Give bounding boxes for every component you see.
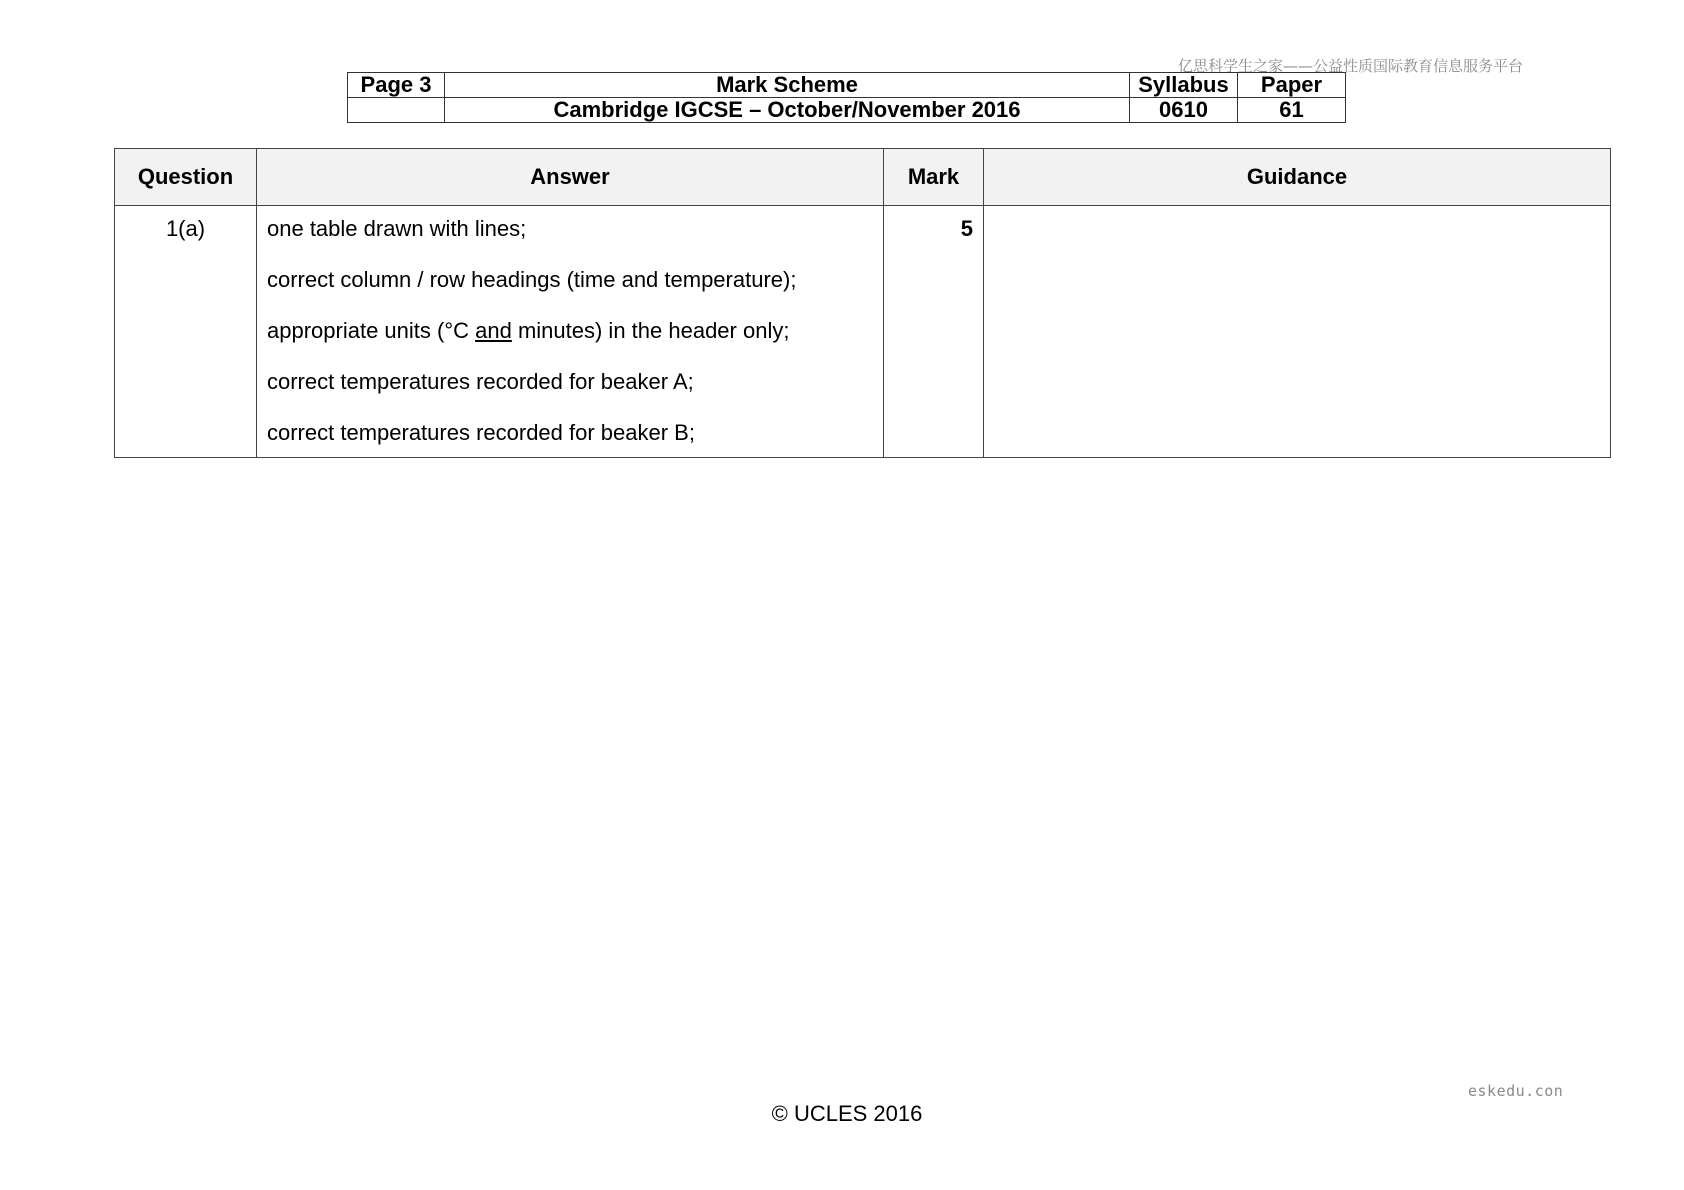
- mark-scheme-table: [114, 148, 1611, 458]
- paper-label: Paper: [1238, 73, 1346, 98]
- answer-point: one table drawn with lines;: [267, 216, 527, 241]
- page-header-table: [347, 72, 1346, 123]
- answer-emphasis: and: [475, 318, 512, 343]
- answer-text: minutes) in the header only;: [511, 318, 790, 343]
- table-row: [115, 206, 1611, 458]
- syllabus-label: Syllabus: [1130, 73, 1238, 98]
- exam-name: Cambridge IGCSE – October/November 2016: [445, 98, 1130, 123]
- column-header-question: Question: [115, 149, 257, 206]
- page-number-blank: [348, 98, 445, 123]
- column-header-answer: Answer: [257, 149, 884, 206]
- answer-cell: [257, 206, 884, 458]
- mark-value: 5: [884, 206, 984, 458]
- answer-point: correct temperatures recorded for beaker B;: [267, 420, 695, 445]
- answer-point: correct temperatures recorded for beaker A;: [267, 369, 694, 394]
- answer-text: appropriate units (°C: [267, 318, 476, 343]
- paper-number: 61: [1238, 98, 1346, 123]
- page-number: Page 3: [348, 73, 445, 98]
- watermark-top: 亿思科学生之家——公益性质国际教育信息服务平台: [1178, 57, 1524, 75]
- syllabus-code: 0610: [1130, 98, 1238, 123]
- answer-point: [267, 318, 873, 343]
- answer-point: correct column / row headings (time and temperature);: [267, 267, 797, 292]
- guidance-cell: [984, 206, 1611, 458]
- watermark-bottom: eskedu.con: [1468, 1082, 1564, 1100]
- copyright-footer: © UCLES 2016: [771, 1101, 923, 1126]
- column-header-guidance: Guidance: [984, 149, 1611, 206]
- column-header-mark: Mark: [884, 149, 984, 206]
- question-number: 1(a): [115, 206, 257, 458]
- document-title: Mark Scheme: [445, 73, 1130, 98]
